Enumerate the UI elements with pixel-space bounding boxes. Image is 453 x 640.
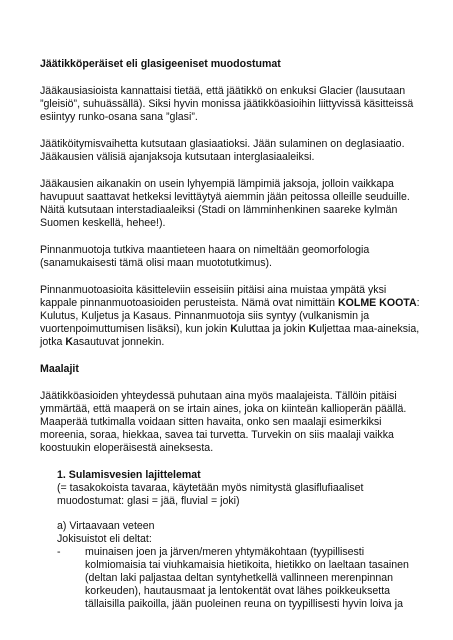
paragraph-geomorphology: Pinnanmuotoja tutkiva maantieteen haara on nimeltään geomorfologia (sanamukaisesti tämä olisi maan muototutkimus).	[40, 244, 370, 269]
text-run: : Kulutus, Kuljetus ja Kasaus. Pinnanmuotoja siis syntyy (vulkanismin ja vuortenpoimuttumisen lisäksi), kun jokin	[40, 297, 420, 335]
numbered-list	[40, 469, 425, 611]
paragraph-glacier: Jääkausiasioista kannattaisi tietää, että jäätikkö on enkuksi Glacier (lausutaan ”gleisiö”, suhuässällä). Siksi hyvin monissa jäätikköasioihin liittyvissä käsitteissä esiintyy runko-osana sana ”glasi”.	[40, 85, 414, 123]
sub-item-a: a) Virtaavaan veteen	[57, 520, 155, 532]
document-title: Jäätikköperäiset eli glasigeeniset muodostumat	[40, 58, 281, 70]
paragraph-interstadial: Jääkausien aikanakin on usein lyhyempiä lämpimiä jaksoja, jolloin vaikkapa havupuut saattavat hetkeksi levittäytyä aiemmin jään peitossa olleille seuduille. Näitä kutsutaan interstadiaaleiksi (Stadi on lämminhenkinen saareke kylmän Suomen keskellä, hehee!).	[40, 178, 410, 229]
list-item-description: (= tasakokoista tavaraa, käytetään myös nimitystä glasiflufiaaliset muodostumat: glasi = jää, fluvial = joki)	[57, 482, 364, 507]
section-heading-maalajit: Maalajit	[40, 363, 79, 375]
text-run: uljettaa maa-aineksia, jotka	[40, 323, 420, 348]
bold-run-kolme-koota: KOLME KOOTA	[337, 297, 417, 309]
paragraph-maalajit: Jäätikköasioiden yhteydessä puhutaan aina myös maalajeista. Tällöin pitäisi ymmärtää, että maaperä on se irtain aines, joka on kiinteän kallioperän päällä. Maaperää tutkimalla voidaan sitten havaita, onko sen maalaji esimerkiksi moreenia, soraa, hiekkaa, savea tai turvetta. Turvekin on siis maalaji vaikka koostuukin eloperäisestä aineksesta.	[40, 390, 407, 454]
dash-list-text: muinaisen joen ja järven/meren yhtymäkohtaan (tyypillisesti kolmiomaisia tai viuhkamaisia hietikoita, hietikko on laeltaan tasainen (deltan laki paljastaa deltan syntyhetkellä vallinneen merenpinnan korkeuden), hautausmaat ja lentokentät ovat lähes poikkeuksetta tällaisilla paikoilla, jään puoleinen reuna on tyypillisesti hyvin loiva ja	[85, 546, 409, 610]
bold-letter-k: K	[230, 323, 238, 335]
sub-item-a-line: Jokisuistot eli deltat:	[57, 533, 152, 545]
text-run: asautuvat jonnekin.	[72, 336, 165, 348]
dash-marker: -	[57, 546, 61, 558]
paragraph-three-k	[40, 284, 425, 349]
list-item-title: 1. Sulamisvesien lajittelemat	[57, 469, 201, 481]
text-run: uluttaa ja jokin	[237, 323, 309, 335]
bold-letter-k: K	[65, 336, 73, 348]
dash-list-item	[57, 546, 425, 611]
text-run: Pinnanmuotoasioita käsitteleviin esseisiin pitäisi aina muistaa ympätä yksi kappale pinnanmuotoasioiden perusteista. Nämä ovat nimittäin	[40, 284, 387, 309]
bold-letter-k: K	[308, 323, 317, 335]
paragraph-glaciation: Jäätiköitymisvaihetta kutsutaan glasiaatioksi. Jään sulaminen on deglasiaatio. Jääkausien välisiä ajanjaksoja kutsutaan interglasiaaleiksi.	[40, 138, 405, 163]
